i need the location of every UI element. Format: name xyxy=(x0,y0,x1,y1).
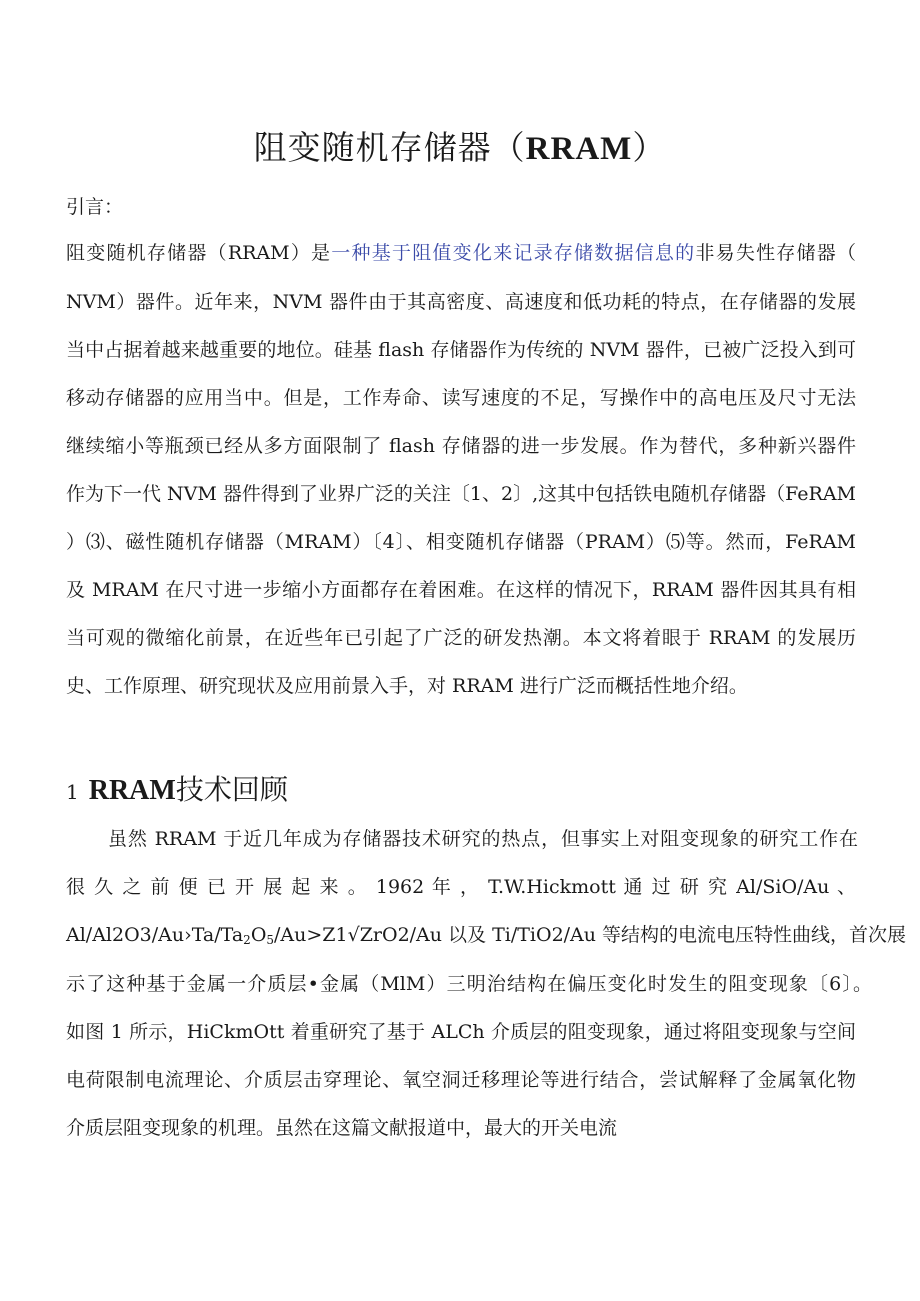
intro-line-6: 作为下一代 NVM 器件得到了业界广泛的关注〔1、2〕,这其中包括铁电随机存储器（FeRAM xyxy=(66,483,856,505)
formula-part-2: O xyxy=(250,924,267,946)
intro-line-7: ）⑶、磁性随机存储器（MRAM）〔4〕、相变随机存储器（PRAM）⑸等。然而，FeRAM xyxy=(66,531,856,553)
intro-label: 引言： xyxy=(66,196,124,218)
intro-line-9: 当可观的微缩化前景，在近些年已引起了广泛的研发热潮。本文将着眼于 RRAM 的发展历 xyxy=(66,627,856,649)
body-line-6: 电荷限制电流理论、介质层击穿理论、氧空洞迁移理论等进行结合，尝试解释了金属氧化物 xyxy=(66,1069,856,1091)
intro-line-3: 当中占据着越来越重要的地位。硅基 flash 存储器作为传统的 NVM 器件，已被广泛投入到可 xyxy=(66,339,856,361)
intro-line-10: 史、工作原理、研究现状及应用前景入手，对 RRAM 进行广泛而概括性地介绍。 xyxy=(66,675,748,697)
title-close-paren: ） xyxy=(632,128,667,167)
body-line-3 xyxy=(66,922,907,948)
highlighted-definition: 一种基于阻值变化来记录存储数据信息的 xyxy=(331,242,696,264)
title-chinese: 阻变随机存储器（ xyxy=(253,128,526,167)
body-line-7: 介质层阻变现象的机理。虽然在这篇文献报道中，最大的开关电流 xyxy=(66,1117,618,1139)
intro-line-8: 及 MRAM 在尺寸进一步缩小方面都存在着困难。在这样的情况下，RRAM 器件因其具有相 xyxy=(66,579,856,601)
formula-subscript-1: 2 xyxy=(243,933,251,947)
section-heading xyxy=(66,772,288,810)
intro-line-1 xyxy=(66,240,856,266)
intro-line-2: NVM）器件。近年来，NVM 器件由于其高密度、高速度和低功耗的特点，在存储器的发展 xyxy=(66,291,856,313)
formula-subscript-2: 5 xyxy=(266,933,275,947)
intro-line-4: 移动存储器的应用当中。但是，工作寿命、读写速度的不足，写操作中的高电压及尺寸无法 xyxy=(66,387,856,409)
formula-part-3: ∕Au>Z1√ZrO2∕Au 以及 Ti∕TiO2∕Au 等结构的电流电压特性曲线，首次展 xyxy=(274,924,907,946)
formula-part-1: Al∕Al2O3∕Au›Ta∕Ta xyxy=(66,924,244,946)
body-line-4: 示了这种基于金属一介质层•金属（MlM）三明治结构在偏压变化时发生的阻变现象〔6〕。 xyxy=(66,973,872,995)
section-number: 1 xyxy=(66,780,79,804)
body-line-2: 很 久 之 前 便 已 开 展 起 来 。 1962 年 ， T.W.Hickmott 通 过 研 究 Al/SiO/Au 、 xyxy=(66,876,856,898)
body-line-5: 如图 1 所示，HiCkmOtt 着重研究了基于 ALCh 介质层的阻变现象，通过将阻变现象与空间 xyxy=(66,1021,856,1043)
intro-line-5: 继续缩小等瓶颈已经从多方面限制了 flash 存储器的进一步发展。作为替代，多种新兴器件 xyxy=(66,435,856,457)
body-line-1: 虽然 RRAM 于近几年成为存储器技术研究的热点，但事实上对阻变现象的研究工作在 xyxy=(108,828,858,850)
section-title: 技术回顾 xyxy=(175,773,288,806)
title-acronym: RRAM xyxy=(525,131,633,167)
section-acronym: RRAM xyxy=(88,775,176,806)
intro-line-1-end: 非易失性存储器（ xyxy=(695,242,856,264)
intro-line-1-start: 阻变随机存储器（RRAM）是 xyxy=(66,242,332,264)
page-title xyxy=(0,126,920,171)
